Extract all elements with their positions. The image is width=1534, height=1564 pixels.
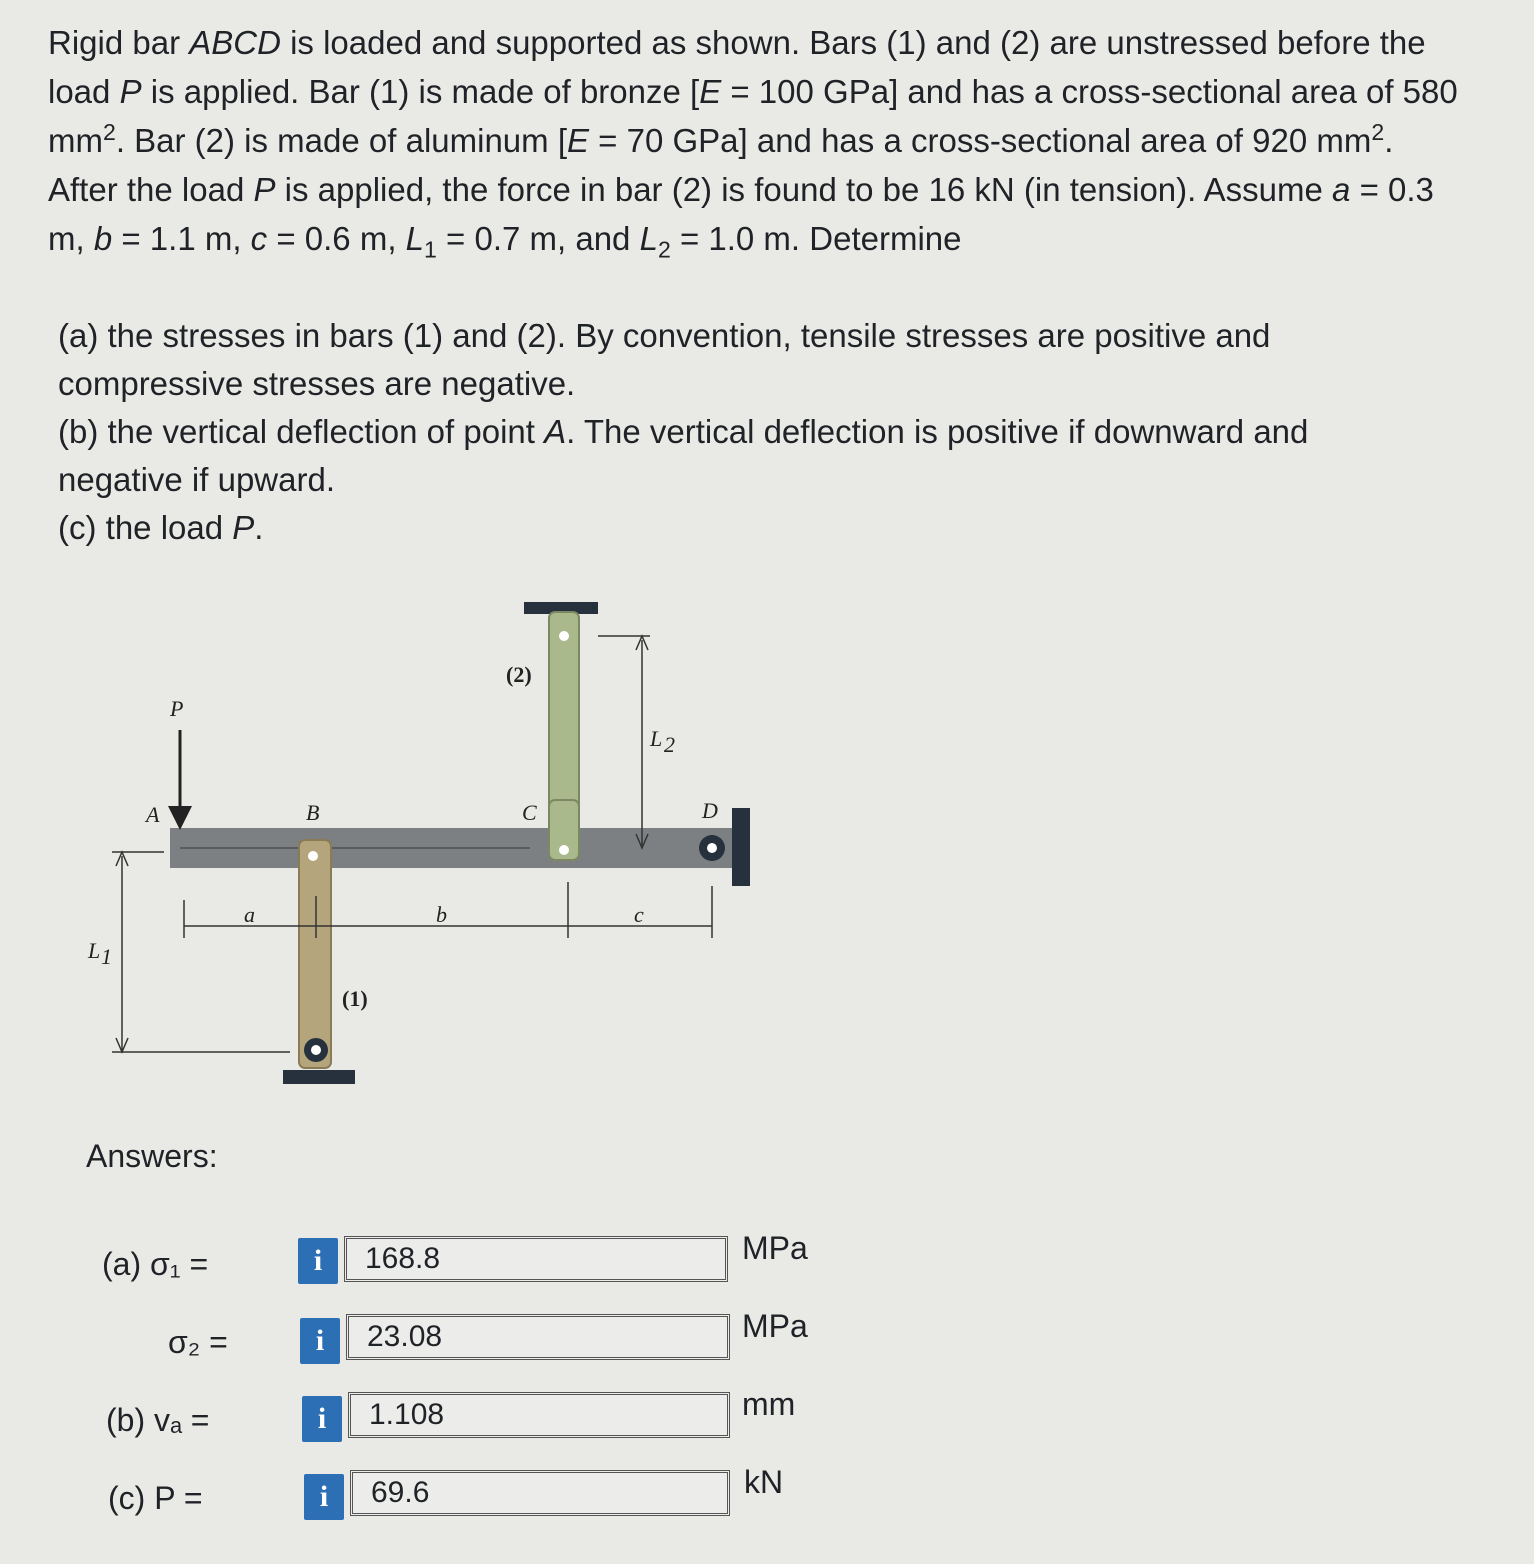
problem-text: = 1.0 m. Determine [670, 220, 962, 257]
label-p: P [170, 696, 184, 721]
info-icon[interactable]: i [302, 1396, 342, 1442]
problem-text: = 100 GPa] and has a cross-sectional area of 580 [721, 73, 1458, 110]
label-b: B [306, 800, 320, 825]
label-bar1: (1) [342, 986, 368, 1011]
problem-var: E [699, 73, 722, 110]
answer-row-va [0, 1386, 1534, 1452]
part-c-text: (c) the load [58, 509, 233, 546]
question-parts [58, 312, 1458, 552]
problem-text: m, [48, 220, 94, 257]
problem-text: = 0.6 m, [267, 220, 406, 257]
answer-unit: MPa [742, 1230, 808, 1266]
answer-label: (b) vₐ = [106, 1402, 210, 1438]
superscript: 2 [102, 119, 116, 145]
problem-var: b [93, 220, 113, 257]
part-c-text: . [254, 509, 264, 546]
part-a-line1: (a) the stresses in bars (1) and (2). By convention, tensile stresses are positive and [58, 317, 1271, 354]
answer-input[interactable]: 23.08 [346, 1314, 730, 1360]
label-c: C [522, 800, 537, 825]
label-l1: L [88, 938, 101, 963]
problem-var: L [639, 220, 658, 257]
part-c-var: P [232, 509, 255, 546]
pin-d [707, 843, 717, 853]
answer-input[interactable]: 1.108 [348, 1392, 730, 1438]
problem-var: P [253, 171, 276, 208]
problem-var: c [250, 220, 268, 257]
subscript: 1 [424, 236, 437, 263]
label-l2: L [650, 726, 663, 751]
problem-text: is loaded and supported as shown. Bars (1) and (2) are unstressed before the [280, 24, 1426, 61]
bottom-support [283, 1070, 355, 1084]
pin-top [559, 631, 569, 641]
d-support [732, 808, 750, 886]
problem-var: P [119, 73, 142, 110]
answer-label: (a) σ₁ = [102, 1246, 209, 1282]
pin-c [559, 845, 569, 855]
answer-row-sigma2 [0, 1308, 1534, 1374]
problem-text: mm [48, 122, 103, 159]
problem-var: a [1332, 171, 1351, 208]
part-a [58, 312, 1458, 360]
part-b-line2: negative if upward. [58, 461, 336, 498]
answer-unit: mm [742, 1386, 796, 1422]
part-a-line2: compressive stresses are negative. [58, 365, 576, 402]
answer-input[interactable]: 69.6 [350, 1470, 730, 1516]
info-icon[interactable]: i [300, 1318, 340, 1364]
problem-var: E [566, 122, 589, 159]
part-c [58, 504, 1458, 552]
label-d: D [702, 798, 718, 823]
problem-var: ABCD [189, 24, 281, 61]
label-bar2: (2) [506, 662, 532, 687]
problem-text: = 70 GPa] and has a cross-sectional area of 920 mm [589, 122, 1372, 159]
bar-1 [299, 840, 331, 1068]
problem-text: . [1384, 122, 1394, 159]
answer-label: (c) P = [108, 1480, 203, 1516]
problem-text: After the load [48, 171, 254, 208]
subscript: 2 [657, 236, 671, 263]
answer-row-sigma1 [0, 1230, 1534, 1296]
label-l2-sub: 2 [664, 732, 675, 757]
label-a: A [146, 802, 160, 827]
problem-text: = 0.3 [1350, 171, 1434, 208]
part-b [58, 408, 1458, 456]
rigid-bar-diagram [0, 560, 800, 1100]
problem-text: = 0.7 m, and [436, 220, 640, 257]
answer-row-p [0, 1464, 1534, 1530]
answers-title: Answers: [86, 1138, 218, 1174]
info-icon[interactable]: i [304, 1474, 344, 1520]
problem-text: is applied. Bar (1) is made of bronze [ [141, 73, 700, 110]
label-dim-c: c [634, 902, 644, 927]
problem-statement [48, 18, 1508, 263]
info-icon[interactable]: i [298, 1238, 338, 1284]
superscript: 2 [1371, 119, 1385, 145]
answer-unit: kN [744, 1464, 784, 1500]
problem-text: . Bar (2) is made of aluminum [ [115, 122, 567, 159]
problem-text: load [48, 73, 120, 110]
pin-bottom [311, 1045, 321, 1055]
part-b-text: (b) the vertical deflection of point [58, 413, 545, 450]
answer-label: σ₂ = [168, 1324, 228, 1360]
label-dim-a: a [244, 902, 255, 927]
label-l1-sub: 1 [101, 944, 112, 969]
problem-text: Rigid bar [48, 24, 190, 61]
pin-b [308, 851, 318, 861]
problem-text: = 1.1 m, [112, 220, 251, 257]
part-b-cont [58, 456, 1458, 504]
problem-var: L [405, 220, 425, 257]
answer-input[interactable]: 168.8 [344, 1236, 728, 1282]
label-dim-b: b [436, 902, 447, 927]
part-b-var: A [544, 413, 567, 450]
problem-text: is applied, the force in bar (2) is found to be 16 kN (in tension). Assume [275, 171, 1333, 208]
part-a-cont [58, 360, 1458, 408]
answer-unit: MPa [742, 1308, 808, 1344]
part-b-text: . The vertical deflection is positive if downward and [566, 413, 1309, 450]
